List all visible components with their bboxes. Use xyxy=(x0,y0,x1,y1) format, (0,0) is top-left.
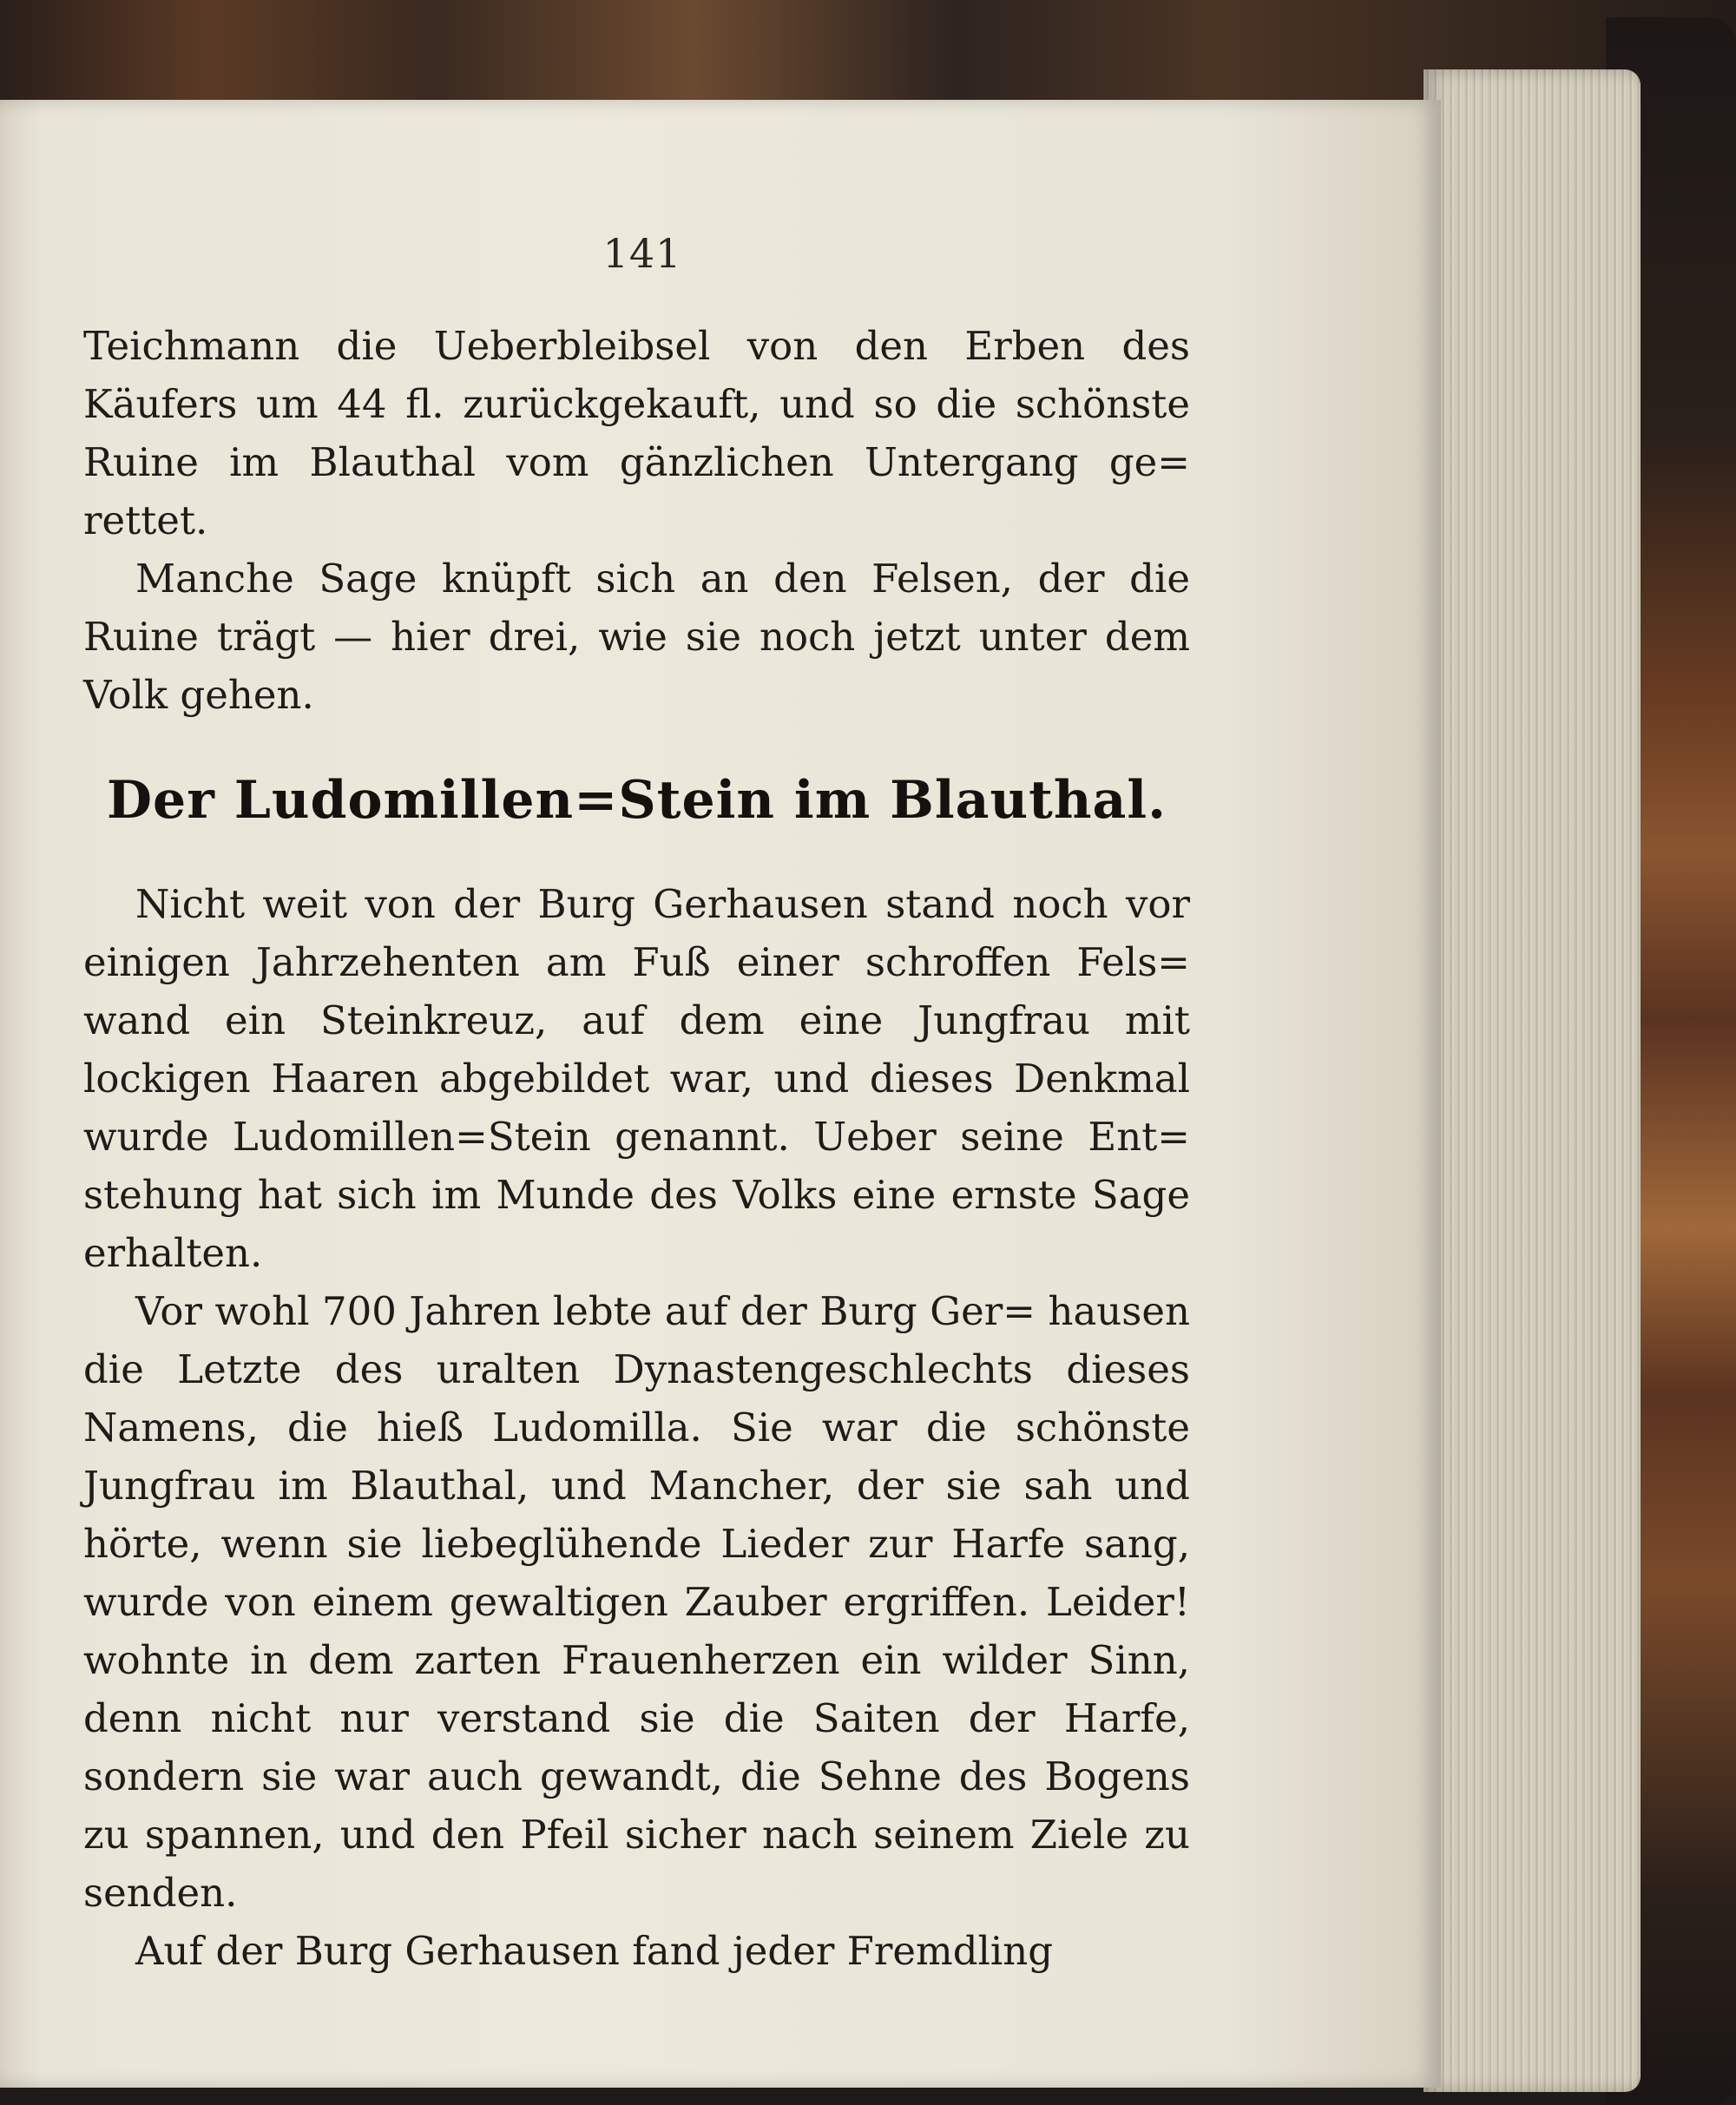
paragraph: Manche Sage knüpft sich an den Felsen, der die Ruine trägt — hier drei, wie sie noch jetzt unter dem Volk gehen. xyxy=(83,556,1190,718)
page-edges xyxy=(1424,69,1641,2092)
paragraph: Nicht weit von der Burg Gerhausen stand noch vor einigen Jahrzehenten am Fuß einer schroffen Fels= wand ein Steinkreuz, auf dem eine Jungfrau mit lockigen Haaren abgebildet war, und dieses Denkmal wurde Ludomillen=Stein genannt. Ueber seine Ent= stehung hat sich im Munde des Volks eine ernste Sage erhalten. xyxy=(83,881,1190,1276)
paragraph-continuation: Teichmann die Ueberbleibsel von den Erben des Käufers um 44 fl. zurückgekauft, und so die schönste Ruine im Blauthal vom gänzlichen Untergang ge= rettet. xyxy=(83,323,1190,543)
text-block xyxy=(83,317,1190,1980)
section-heading: Der Ludomillen=Stein im Blauthal. xyxy=(106,770,1167,831)
page-number: 141 xyxy=(602,230,682,277)
book-page xyxy=(0,100,1441,2088)
paragraph: Auf der Burg Gerhausen fand jeder Fremdling xyxy=(135,1928,1054,1974)
paragraph: Vor wohl 700 Jahren lebte auf der Burg Ger= hausen die Letzte des uralten Dynastengeschlechts dieses Namens, die hieß Ludomilla. Sie war die schönste Jungfrau im Blauthal, und Mancher, der sie sah und hörte, wenn sie liebeglühende Lieder zur Harfe sang, wurde von einem gewaltigen Zauber ergriffen. Leider! wohnte in dem zarten Frauenherzen ein wilder Sinn, denn nicht nur verstand sie die Saiten der Harfe, sondern sie war auch gewandt, die Sehne des Bogens zu spannen, und den Pfeil sicher nach seinem Ziele zu senden. xyxy=(83,1288,1190,1916)
